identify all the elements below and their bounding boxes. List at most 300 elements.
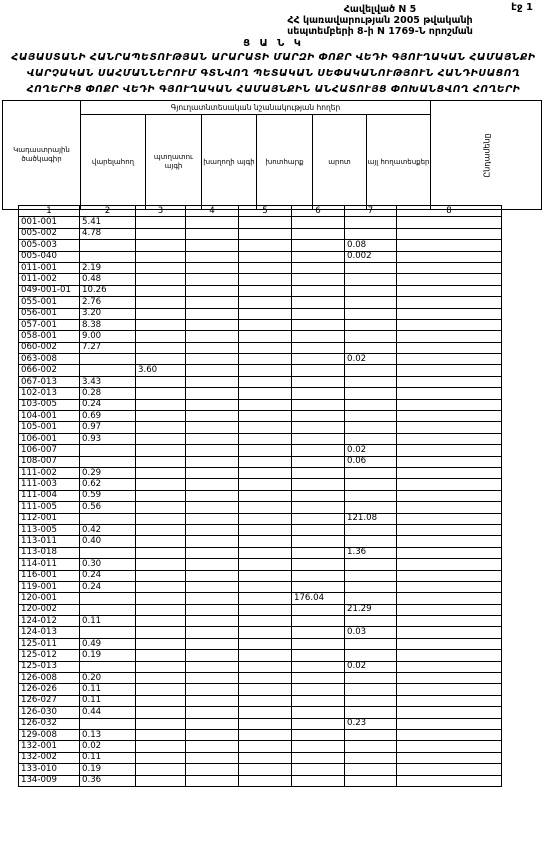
cell-orchard: [136, 604, 186, 615]
cell-hayfield: [239, 638, 292, 649]
cell-pasture: [292, 650, 345, 661]
cell-pasture: [292, 228, 345, 239]
cell-vineyard: [186, 445, 239, 456]
cell-vineyard: [186, 422, 239, 433]
cell-total: [397, 240, 502, 251]
cell-other: [345, 319, 397, 330]
cell-total: [397, 285, 502, 296]
cell-orchard: [136, 228, 186, 239]
cell-vineyard: [186, 524, 239, 535]
cell-hayfield: [239, 707, 292, 718]
table-row: [19, 376, 502, 387]
cell-total: [397, 547, 502, 558]
cell-code: 112-001: [19, 513, 80, 524]
cell-hayfield: [239, 502, 292, 513]
cell-code: 111-004: [19, 490, 80, 501]
cell-orchard: [136, 513, 186, 524]
subtitle-line-3: ՀՈՂԵՐԻՑ ՓՈՔՐ ՎԵԴԻ ԳՅՈՒՂԱԿԱՆ ՀԱՄԱՅՆՔԻՆ ԱՆՀԱՏՈՒՅՑ ՓՈԽԱՆՑՎՈՂ ՀՈՂԵՐԻ: [26, 84, 521, 95]
cell-code: 132-001: [19, 741, 80, 752]
cell-hayfield: [239, 536, 292, 547]
cell-other: [345, 376, 397, 387]
table-row: [19, 479, 502, 490]
cell-total: [397, 388, 502, 399]
cell-hayfield: [239, 308, 292, 319]
cell-vineyard: [186, 775, 239, 786]
cell-arable: 0.62: [80, 479, 136, 490]
cell-vineyard: [186, 547, 239, 558]
cell-other: [345, 422, 397, 433]
cell-orchard: [136, 581, 186, 592]
cell-total: [397, 581, 502, 592]
table-row: [19, 365, 502, 376]
table-row: [19, 604, 502, 615]
header-vineyard: խաղողի այգի: [202, 115, 257, 209]
cell-orchard: [136, 479, 186, 490]
table-row: [19, 456, 502, 467]
table-row: [19, 752, 502, 763]
cell-total: [397, 661, 502, 672]
cell-arable: 0.44: [80, 707, 136, 718]
cell-orchard: [136, 445, 186, 456]
cell-hayfield: [239, 354, 292, 365]
table-row: [19, 331, 502, 342]
cell-pasture: [292, 308, 345, 319]
cell-other: [345, 297, 397, 308]
header-group-agricultural: Գյուղատնտեսական նշանակության հողեր: [80, 101, 431, 115]
cell-arable: 0.11: [80, 695, 136, 706]
cell-arable: [80, 251, 136, 262]
cell-arable: 3.20: [80, 308, 136, 319]
cell-other: [345, 684, 397, 695]
cell-hayfield: [239, 319, 292, 330]
cell-orchard: [136, 467, 186, 478]
cell-code: 011-001: [19, 262, 80, 273]
cell-total: [397, 331, 502, 342]
cell-hayfield: [239, 547, 292, 558]
cell-pasture: [292, 456, 345, 467]
cell-pasture: [292, 616, 345, 627]
cell-code: 113-005: [19, 524, 80, 535]
table-row: [19, 490, 502, 501]
cell-hayfield: [239, 274, 292, 285]
cell-other: 121.08: [345, 513, 397, 524]
colnum-4: 4: [186, 206, 239, 217]
cell-pasture: [292, 536, 345, 547]
cell-hayfield: [239, 775, 292, 786]
cell-pasture: [292, 376, 345, 387]
cell-other: [345, 741, 397, 752]
cell-total: [397, 490, 502, 501]
cell-code: 001-001: [19, 217, 80, 228]
appendix-line-2: ՀՀ կառավարության 2005 թվականի: [287, 15, 473, 26]
cell-vineyard: [186, 502, 239, 513]
table-row: [19, 308, 502, 319]
cell-vineyard: [186, 342, 239, 353]
cell-total: [397, 695, 502, 706]
cell-hayfield: [239, 581, 292, 592]
cell-orchard: [136, 729, 186, 740]
cell-orchard: [136, 752, 186, 763]
cell-other: [345, 399, 397, 410]
cell-vineyard: [186, 217, 239, 228]
land-table-body: [19, 206, 502, 787]
cell-arable: 0.48: [80, 274, 136, 285]
cell-arable: [80, 445, 136, 456]
cell-total: [397, 673, 502, 684]
cell-code: 056-001: [19, 308, 80, 319]
cell-vineyard: [186, 559, 239, 570]
cell-hayfield: [239, 251, 292, 262]
cell-arable: 0.29: [80, 467, 136, 478]
cell-arable: 0.24: [80, 581, 136, 592]
cell-hayfield: [239, 524, 292, 535]
cell-other: [345, 559, 397, 570]
cell-vineyard: [186, 718, 239, 729]
cell-code: 103-005: [19, 399, 80, 410]
cell-pasture: [292, 285, 345, 296]
cell-arable: 0.93: [80, 433, 136, 444]
table-row: [19, 718, 502, 729]
cell-total: [397, 570, 502, 581]
cell-hayfield: [239, 752, 292, 763]
cell-code: 105-001: [19, 422, 80, 433]
cell-code: 106-007: [19, 445, 80, 456]
cell-orchard: [136, 319, 186, 330]
cell-other: [345, 228, 397, 239]
cell-hayfield: [239, 570, 292, 581]
cell-code: 125-011: [19, 638, 80, 649]
appendix-note: [260, 4, 500, 37]
cell-pasture: [292, 240, 345, 251]
cell-other: [345, 638, 397, 649]
cell-vineyard: [186, 433, 239, 444]
document-title: Ց Ա Ն Կ: [243, 38, 304, 49]
cell-code: 102-013: [19, 388, 80, 399]
cell-other: [345, 570, 397, 581]
colnum-2: 2: [80, 206, 136, 217]
cell-total: [397, 262, 502, 273]
cell-vineyard: [186, 297, 239, 308]
cell-total: [397, 684, 502, 695]
cell-hayfield: [239, 661, 292, 672]
cell-total: [397, 707, 502, 718]
cell-vineyard: [186, 240, 239, 251]
table-row: [19, 513, 502, 524]
cell-vineyard: [186, 570, 239, 581]
cell-pasture: [292, 297, 345, 308]
cell-arable: [80, 718, 136, 729]
table-row: [19, 707, 502, 718]
cell-arable: 10.26: [80, 285, 136, 296]
table-row: [19, 741, 502, 752]
cell-orchard: [136, 399, 186, 410]
cell-pasture: [292, 718, 345, 729]
cell-other: [345, 331, 397, 342]
table-row: [19, 228, 502, 239]
column-number-row: [19, 206, 502, 217]
cell-hayfield: [239, 729, 292, 740]
header-orchard: պտղատու այգի: [146, 115, 202, 209]
header-pasture: արոտ: [313, 115, 367, 209]
cell-hayfield: [239, 422, 292, 433]
cell-orchard: [136, 570, 186, 581]
cell-vineyard: [186, 376, 239, 387]
cell-vineyard: [186, 695, 239, 706]
cell-hayfield: [239, 297, 292, 308]
cell-other: [345, 285, 397, 296]
cell-other: 0.23: [345, 718, 397, 729]
cell-code: 114-011: [19, 559, 80, 570]
cell-vineyard: [186, 513, 239, 524]
cell-hayfield: [239, 240, 292, 251]
cell-orchard: [136, 456, 186, 467]
cell-other: [345, 707, 397, 718]
cell-code: 058-001: [19, 331, 80, 342]
table-row: [19, 240, 502, 251]
cell-pasture: [292, 354, 345, 365]
cell-other: [345, 274, 397, 285]
cell-code: 108-007: [19, 456, 80, 467]
cell-total: [397, 422, 502, 433]
cell-orchard: [136, 673, 186, 684]
cell-vineyard: [186, 764, 239, 775]
table-row: [19, 342, 502, 353]
cell-orchard: [136, 422, 186, 433]
cell-arable: [80, 627, 136, 638]
colnum-6: 6: [292, 206, 345, 217]
cell-arable: 0.11: [80, 616, 136, 627]
cell-other: [345, 217, 397, 228]
cell-code: 063-008: [19, 354, 80, 365]
cell-hayfield: [239, 411, 292, 422]
cell-vineyard: [186, 684, 239, 695]
cell-total: [397, 775, 502, 786]
table-row: [19, 217, 502, 228]
cell-orchard: [136, 274, 186, 285]
cell-pasture: [292, 422, 345, 433]
cell-other: [345, 502, 397, 513]
cell-pasture: [292, 513, 345, 524]
cell-pasture: [292, 433, 345, 444]
cell-arable: [80, 513, 136, 524]
cell-total: [397, 297, 502, 308]
cell-other: [345, 593, 397, 604]
cell-arable: 4.78: [80, 228, 136, 239]
cell-total: [397, 354, 502, 365]
cell-hayfield: [239, 433, 292, 444]
cell-code: 111-005: [19, 502, 80, 513]
cell-other: [345, 616, 397, 627]
cell-other: 1.36: [345, 547, 397, 558]
table-row: [19, 661, 502, 672]
cell-code: 011-002: [19, 274, 80, 285]
cell-pasture: [292, 524, 345, 535]
cell-other: 0.03: [345, 627, 397, 638]
cell-arable: 0.13: [80, 729, 136, 740]
table-row: [19, 627, 502, 638]
cell-other: 0.02: [345, 445, 397, 456]
cell-vineyard: [186, 399, 239, 410]
table-row: [19, 581, 502, 592]
cell-arable: 0.24: [80, 570, 136, 581]
cell-pasture: [292, 673, 345, 684]
cell-code: 129-008: [19, 729, 80, 740]
cell-other: [345, 729, 397, 740]
cell-other: [345, 524, 397, 535]
cell-total: [397, 638, 502, 649]
cell-orchard: 3.60: [136, 365, 186, 376]
colnum-7: 7: [345, 206, 397, 217]
cell-code: 005-040: [19, 251, 80, 262]
cell-orchard: [136, 661, 186, 672]
cell-pasture: [292, 274, 345, 285]
cell-pasture: [292, 547, 345, 558]
cell-other: [345, 467, 397, 478]
table-row: [19, 433, 502, 444]
cell-vineyard: [186, 650, 239, 661]
cell-arable: 0.36: [80, 775, 136, 786]
cell-pasture: [292, 445, 345, 456]
header-total-label: Ընդամենը: [482, 132, 492, 178]
cell-vineyard: [186, 331, 239, 342]
cell-other: [345, 536, 397, 547]
cell-other: [345, 650, 397, 661]
cell-total: [397, 604, 502, 615]
cell-other: [345, 752, 397, 763]
cell-code: 120-002: [19, 604, 80, 615]
cell-code: 104-001: [19, 411, 80, 422]
cell-arable: 0.97: [80, 422, 136, 433]
cell-other: [345, 433, 397, 444]
cell-orchard: [136, 342, 186, 353]
cell-orchard: [136, 684, 186, 695]
cell-code: 134-009: [19, 775, 80, 786]
cell-vineyard: [186, 581, 239, 592]
cell-other: [345, 262, 397, 273]
cell-arable: 0.42: [80, 524, 136, 535]
table-row: [19, 559, 502, 570]
cell-pasture: [292, 752, 345, 763]
cell-vineyard: [186, 251, 239, 262]
cell-total: [397, 228, 502, 239]
cell-pasture: [292, 570, 345, 581]
cell-other: [345, 673, 397, 684]
table-header: [2, 100, 542, 210]
table-row: [19, 775, 502, 786]
cell-vineyard: [186, 707, 239, 718]
cell-arable: 9.00: [80, 331, 136, 342]
cell-arable: 8.38: [80, 319, 136, 330]
cell-pasture: [292, 684, 345, 695]
cell-vineyard: [186, 490, 239, 501]
cell-vineyard: [186, 729, 239, 740]
cell-vineyard: [186, 319, 239, 330]
cell-orchard: [136, 707, 186, 718]
cell-pasture: [292, 331, 345, 342]
cell-code: 120-001: [19, 593, 80, 604]
cell-code: 126-032: [19, 718, 80, 729]
cell-other: [345, 342, 397, 353]
cell-pasture: [292, 388, 345, 399]
cell-arable: 0.59: [80, 490, 136, 501]
cell-vineyard: [186, 593, 239, 604]
cell-orchard: [136, 616, 186, 627]
cell-pasture: [292, 638, 345, 649]
cell-total: [397, 467, 502, 478]
cell-vineyard: [186, 616, 239, 627]
cell-orchard: [136, 411, 186, 422]
cell-arable: [80, 604, 136, 615]
cell-code: 116-001: [19, 570, 80, 581]
cell-pasture: [292, 365, 345, 376]
cell-pasture: [292, 251, 345, 262]
cell-arable: 0.19: [80, 764, 136, 775]
cell-vineyard: [186, 308, 239, 319]
cell-hayfield: [239, 285, 292, 296]
cell-total: [397, 319, 502, 330]
cell-arable: 0.49: [80, 638, 136, 649]
cell-arable: [80, 456, 136, 467]
cell-hayfield: [239, 342, 292, 353]
table-row: [19, 650, 502, 661]
cell-orchard: [136, 627, 186, 638]
cell-total: [397, 411, 502, 422]
cell-hayfield: [239, 262, 292, 273]
cell-vineyard: [186, 274, 239, 285]
cell-hayfield: [239, 684, 292, 695]
cell-hayfield: [239, 490, 292, 501]
cell-total: [397, 445, 502, 456]
cell-vineyard: [186, 388, 239, 399]
cell-arable: 2.76: [80, 297, 136, 308]
cell-code: 049-001-01: [19, 285, 80, 296]
cell-pasture: [292, 399, 345, 410]
cell-other: [345, 308, 397, 319]
cell-code: 067-013: [19, 376, 80, 387]
cell-arable: 0.24: [80, 399, 136, 410]
cell-other: [345, 411, 397, 422]
cell-hayfield: [239, 604, 292, 615]
cell-code: 111-002: [19, 467, 80, 478]
header-cadastral-code: Կադաստրային ծածկագիր: [13, 146, 70, 163]
cell-pasture: [292, 342, 345, 353]
cell-hayfield: [239, 399, 292, 410]
cell-orchard: [136, 593, 186, 604]
cell-vineyard: [186, 627, 239, 638]
cell-code: 125-012: [19, 650, 80, 661]
cell-total: [397, 365, 502, 376]
cell-total: [397, 217, 502, 228]
cell-orchard: [136, 764, 186, 775]
cell-pasture: [292, 729, 345, 740]
cell-orchard: [136, 285, 186, 296]
cell-total: [397, 718, 502, 729]
cell-total: [397, 456, 502, 467]
cell-code: 119-001: [19, 581, 80, 592]
table-row: [19, 502, 502, 513]
cell-vineyard: [186, 411, 239, 422]
cell-hayfield: [239, 365, 292, 376]
cell-total: [397, 251, 502, 262]
cell-code: 111-003: [19, 479, 80, 490]
cell-code: 005-002: [19, 228, 80, 239]
cell-other: 21.29: [345, 604, 397, 615]
cell-arable: 2.19: [80, 262, 136, 273]
cell-pasture: [292, 262, 345, 273]
cell-arable: 0.11: [80, 684, 136, 695]
table-row: [19, 536, 502, 547]
cell-arable: 0.11: [80, 752, 136, 763]
